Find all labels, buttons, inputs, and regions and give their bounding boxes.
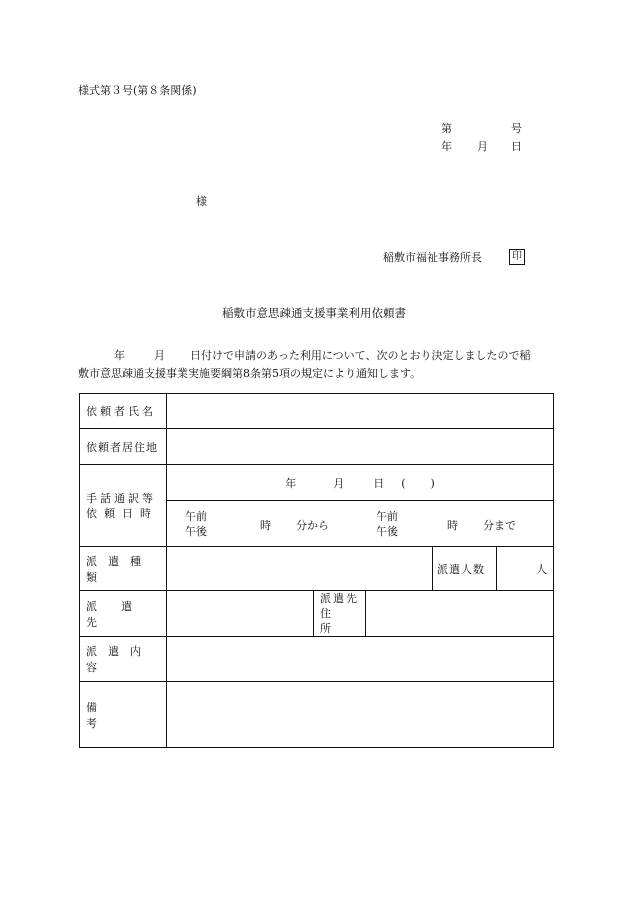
am-pm-start[interactable] — [185, 509, 207, 539]
para-year: 年 — [114, 349, 125, 362]
requester-address-field[interactable] — [167, 429, 554, 465]
datetime-label-line1: 手話通訳等 — [86, 491, 156, 505]
sender-title: 稲敷市福祉事務所長 — [383, 251, 482, 264]
destination-address-label-line1: 派遣先 — [320, 592, 359, 605]
hour-label-end: 時 — [447, 518, 458, 532]
datetime-label — [80, 465, 167, 547]
notice-paragraph — [78, 343, 554, 387]
am-label-start: 午前 — [185, 509, 207, 523]
requester-address-label: 依頼者居住地 — [80, 429, 167, 465]
remarks-label: 備考 — [80, 682, 167, 748]
date-year-label: 年 — [441, 140, 452, 153]
addressee-honorific: 様 — [196, 195, 207, 208]
pm-label-end: 午後 — [376, 524, 398, 538]
date-day: 日 — [373, 476, 385, 490]
request-time-field[interactable] — [167, 501, 554, 547]
minute-until-label: 分まで — [483, 518, 516, 532]
dispatch-content-label: 派遣内容 — [80, 637, 167, 682]
row-destination — [80, 591, 554, 637]
destination-address-label-line2: 住所 — [320, 607, 341, 635]
pm-label-start: 午後 — [185, 524, 207, 538]
number-label-go: 号 — [511, 122, 522, 135]
requester-name-label: 依頼者氏名 — [80, 394, 167, 429]
destination-address-label — [314, 591, 366, 637]
requester-name-field[interactable] — [167, 394, 554, 429]
date-day-label: 日 — [511, 140, 522, 153]
date-year: 年 — [285, 476, 297, 490]
request-form-table — [79, 393, 554, 748]
dispatch-type-label: 派遣種類 — [80, 547, 167, 591]
dispatch-content-field[interactable] — [167, 637, 554, 682]
destination-address-field[interactable] — [366, 591, 554, 637]
date-month: 月 — [333, 476, 345, 490]
para-month: 月 — [154, 349, 165, 362]
destination-label: 派遣先 — [80, 591, 167, 637]
remarks-field[interactable] — [167, 682, 554, 748]
date-paren-open: ( — [401, 476, 406, 490]
row-requester-address — [80, 429, 554, 465]
am-pm-end[interactable] — [376, 509, 398, 539]
minute-from-label: 分から — [296, 518, 329, 532]
destination-field[interactable] — [167, 591, 314, 637]
request-date-field[interactable] — [167, 465, 554, 501]
paragraph-line-2: 敷市意思疎通支援事業実施要綱第8条第5項の規定により通知します。 — [78, 367, 422, 380]
dispatch-type-field[interactable] — [167, 547, 433, 591]
datetime-label-line2: 依頼日時 — [86, 506, 158, 520]
row-dispatch-type — [80, 547, 554, 591]
hour-label-start: 時 — [260, 518, 271, 532]
dispatch-count-unit: 人 — [536, 562, 548, 576]
row-request-date — [80, 465, 554, 501]
date-paren-close: ) — [430, 476, 435, 490]
dispatch-count-field[interactable] — [497, 547, 554, 591]
row-remarks — [80, 682, 554, 748]
am-label-end: 午前 — [376, 509, 398, 523]
number-label-dai: 第 — [441, 122, 452, 135]
date-month-label: 月 — [477, 140, 488, 153]
document-title: 稲敷市意思疎通支援事業利用依頼書 — [222, 306, 406, 320]
form-number: 様式第３号(第８条関係) — [78, 84, 197, 97]
dispatch-count-label: 派遣人数 — [433, 547, 497, 591]
para-line1-rest: 日付けで申請のあった利用について、次のとおり決定しましたので稲 — [190, 349, 531, 362]
row-requester-name — [80, 394, 554, 429]
row-dispatch-content — [80, 637, 554, 682]
seal-box: 印 — [509, 249, 525, 265]
